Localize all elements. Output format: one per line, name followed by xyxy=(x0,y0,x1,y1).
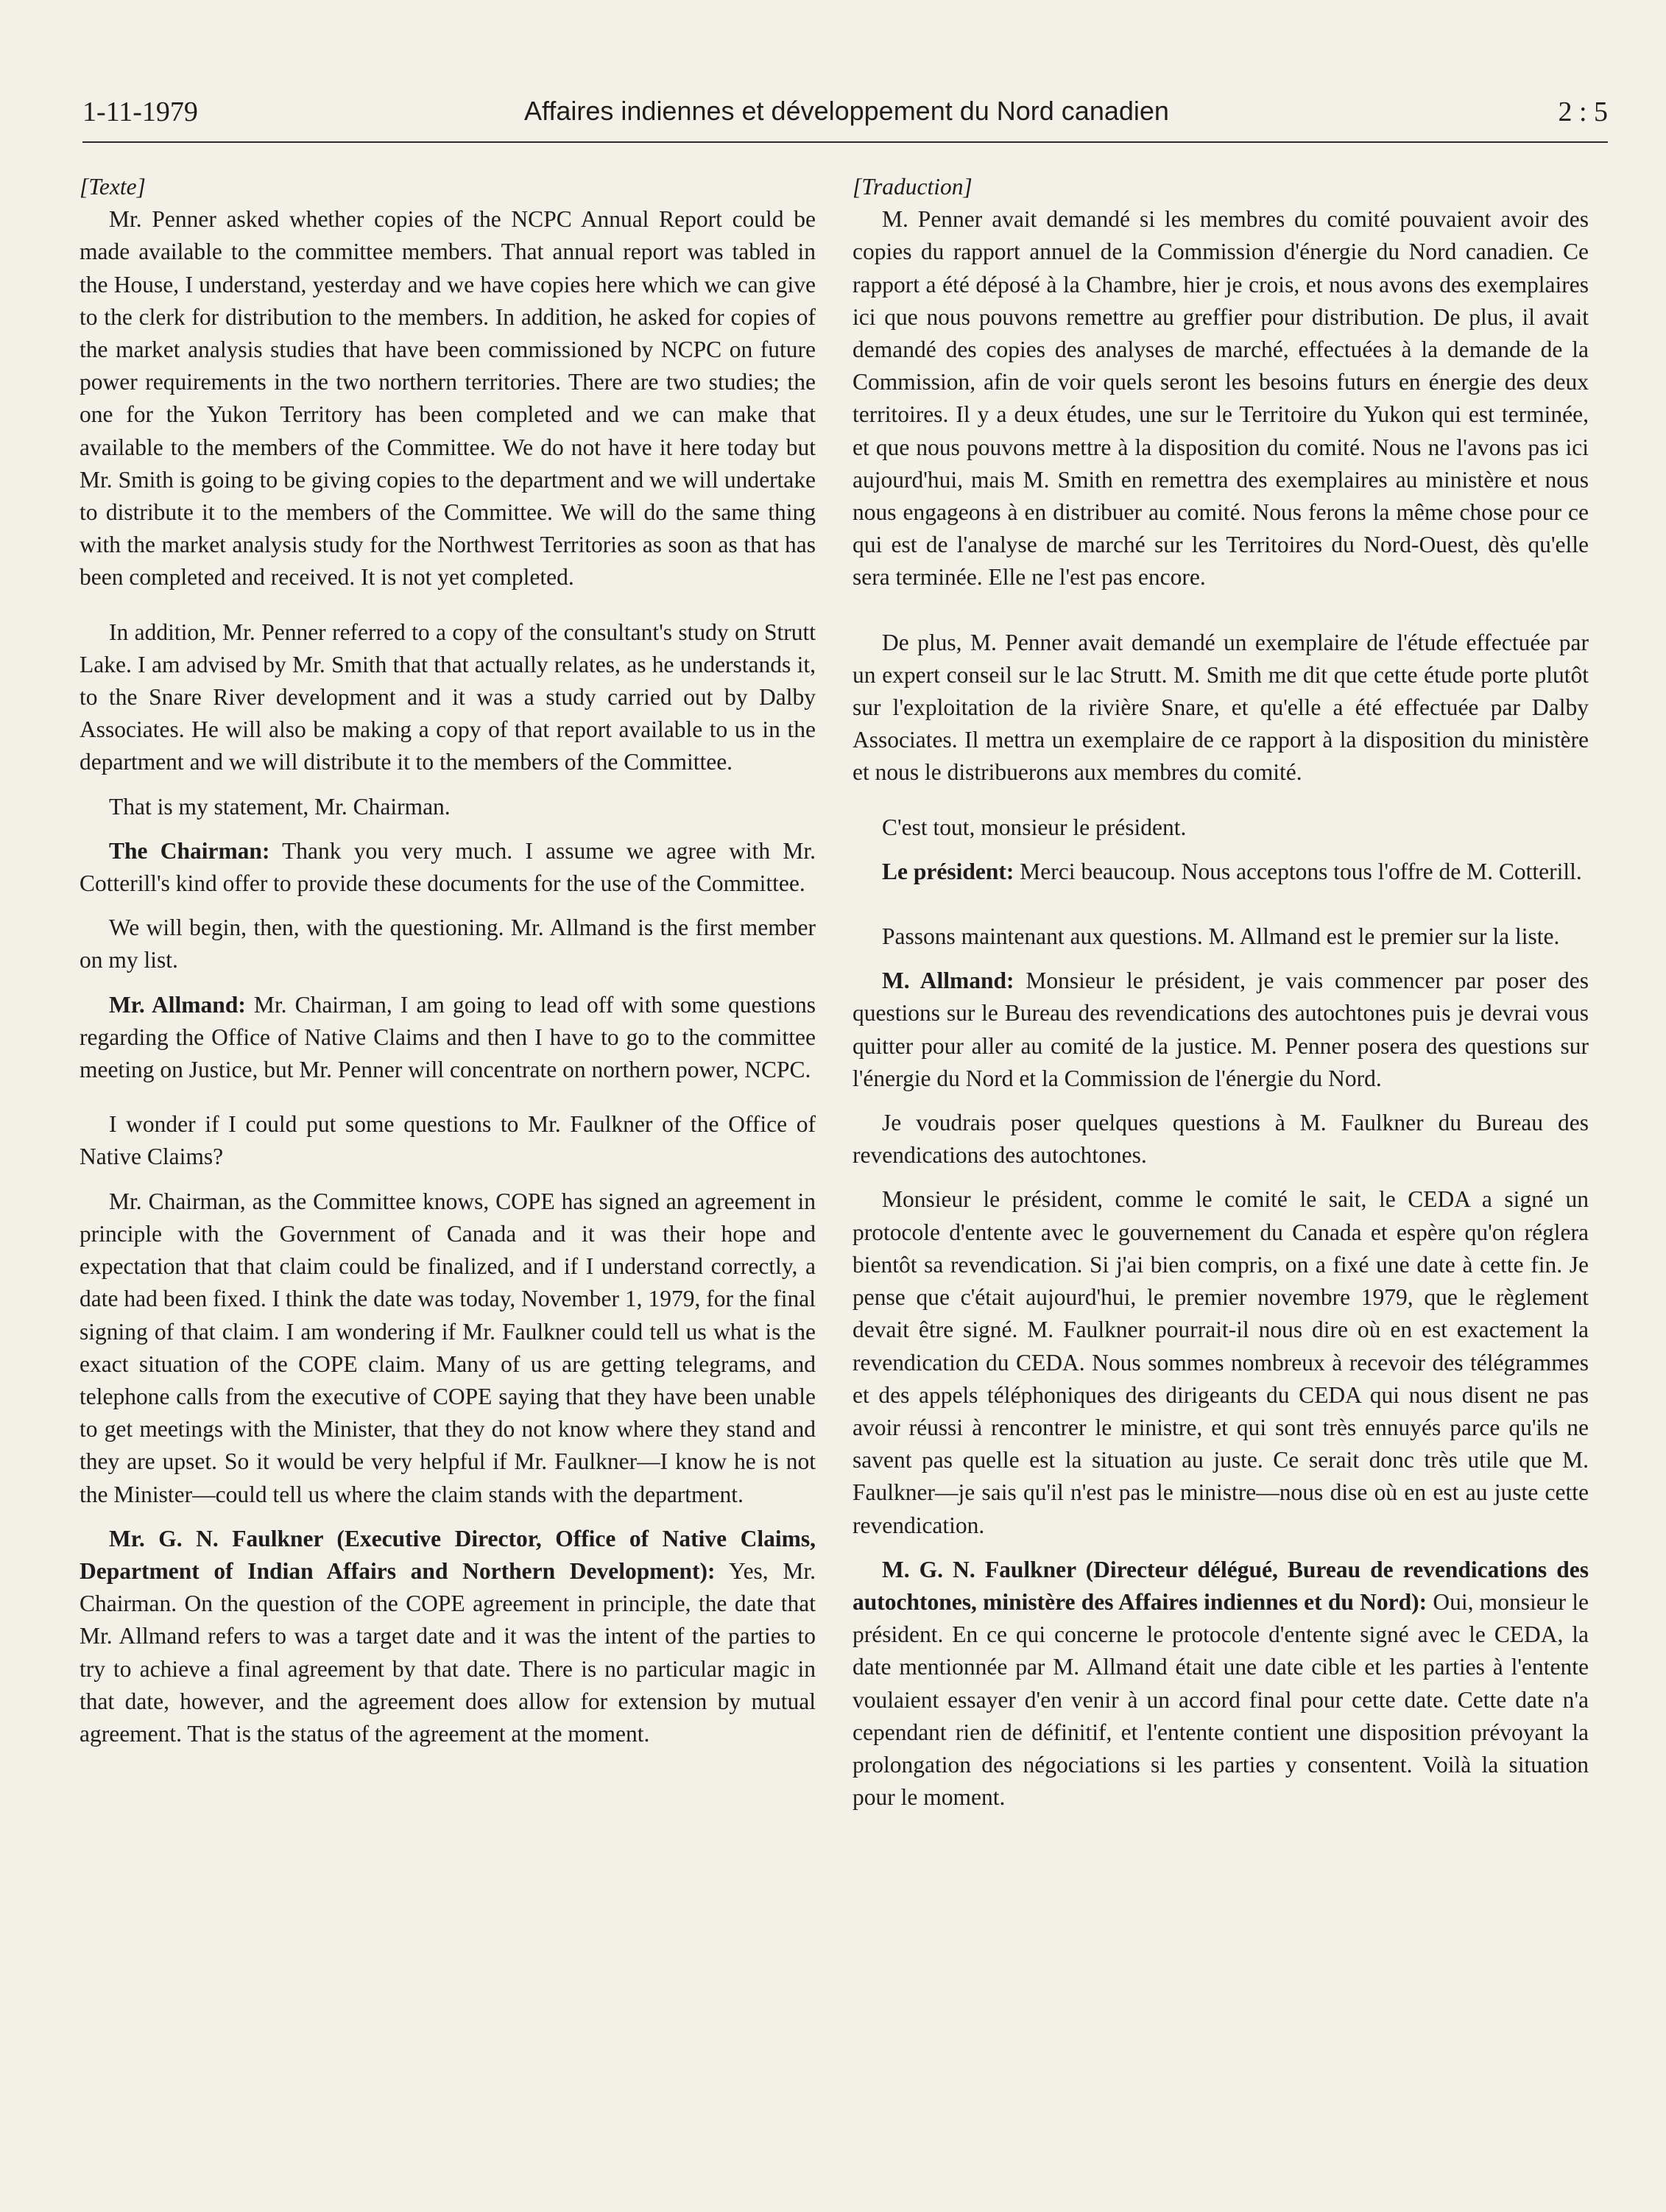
paragraph: I wonder if I could put some questions to Mr. Faulkner of the Office of Native Claims? xyxy=(80,1111,816,1170)
speech: Merci beaucoup. Nous acceptons tous l'offre de M. Cotterill. xyxy=(1014,858,1582,884)
paragraph: Mr. Chairman, as the Committee knows, COPE has signed an agreement in principle with the Government of Canada and it was their hope and expectation that that claim could be finalized, and if I understand correctly, a date had been fixed. I think the date was today, November 1, 1979, for the final signing of that claim. I am wondering if Mr. Faulkner could tell us what is the exact situation of the COPE claim. Many of us are getting telegrams, and telephone calls from the executive of COPE saying that they have been unable to get meetings with the Minister, that they do not know where they stand and they are upset. So it would be very helpful if Mr. Faulkner—I know he is not the Minister—could tell us where the claim stands with the department. xyxy=(80,1188,816,1507)
header-date: 1-11-1979 xyxy=(82,96,198,127)
paragraph: In addition, Mr. Penner referred to a copy of the consultant's study on Strutt Lake. I am advised by Mr. Smith that that actually relates, as he understands it, to the Snare River development and it was a study carried out by Dalby Associates. He will also be making a copy of that report available to us in the department and we will distribute it to the members of the Committee. xyxy=(80,619,816,775)
speech: Mr. Chairman, I am going to lead off with some questions regarding the Office of Native Claims and then I have to go to the committee meeting on Justice, but Mr. Penner will concentrate on northern power, NCPC. xyxy=(80,991,816,1083)
paragraph xyxy=(853,1554,1589,1814)
speech: Thank you very much. I assume we agree with Mr. Cotterill's kind offer to provide these documents for the use of the Committee. xyxy=(80,837,816,897)
text-tag: [Texte] xyxy=(80,174,146,200)
translation-tag: [Traduction] xyxy=(853,174,973,200)
paragraph xyxy=(853,965,1589,1095)
paragraph: De plus, M. Penner avait demandé un exemplaire de l'étude effectuée par un expert conseil sur le lac Strutt. M. Smith me dit que cette étude porte plutôt sur l'exploitation de la rivière Snare, et qu'elle a été effectuée par Dalby Associates. Il mettra un exemplaire de ce rapport à la disposition du ministère et nous le distribuerons aux membres du comité. xyxy=(853,629,1589,786)
header-page-number: 2 : 5 xyxy=(1558,96,1608,127)
paragraph: Monsieur le président, comme le comité le sait, le CEDA a signé un protocole d'entente avec le gouvernement du Canada et espère qu'on réglera bientôt sa revendication. Si j'ai bien compris, on a fixé une date à cette fin. Je pense que c'était aujourd'hui, le premier novembre 1979, que le règlement devait être signé. M. Faulkner pourrait-il nous dire où en est exactement la revendication du CEDA. Nous sommes nombreux à recevoir des télégrammes et des appels téléphoniques des dirigeants du CEDA qui nous disent ne pas avoir réussi à rencontrer le ministre, et qui sont très ennuyés parce qu'ils ne savent pas quelle est la situation au juste. Ce serait donc très utile que M. Faulkner—je sais qu'il n'est pas le ministre—nous dise où en est au juste cette revendication. xyxy=(853,1186,1589,1538)
speaker-name: Mr. Allmand: xyxy=(109,991,246,1018)
page-header xyxy=(82,90,1608,143)
paragraph: Mr. Penner asked whether copies of the NCPC Annual Report could be made available to the committee members. That annual report was tabled in the House, I understand, yesterday and we have copies here which we can give to the clerk for distribution to the members. In addition, he asked for copies of the market analysis studies that have been commissioned by NCPC on future power requirements in the two northern territories. There are two studies; the one for the Yukon Territory has been completed and we can make that available to the members of the Committee. We do not have it here today but Mr. Smith is going to be giving copies to the department and we will undertake to distribute it to the members of the Committee. We will do the same thing with the market analysis study for the Northwest Territories as soon as that has been completed and received. It is not yet completed. xyxy=(80,206,816,591)
paragraph: Je voudrais poser quelques questions à M. Faulkner du Bureau des revendications des autochtones. xyxy=(853,1110,1589,1169)
paragraph xyxy=(80,835,816,900)
paragraph xyxy=(80,1523,816,1750)
paragraph: C'est tout, monsieur le président. xyxy=(882,814,1187,840)
paragraph: We will begin, then, with the questioning. Mr. Allmand is the first member on my list. xyxy=(80,915,816,973)
paragraph xyxy=(853,856,1589,888)
speech: Monsieur le président, je vais commencer par poser des questions sur le Bureau des revendications des autochtones puis je devrai vous quitter pour aller au comité de la justice. M. Penner posera des questions sur l'énergie du Nord et la Commission de l'énergie du Nord. xyxy=(853,968,1589,1091)
speaker-name: Mr. G. N. Faulkner (Executive Director, Office of Native Claims, Department of Indian Affairs and Northern Development): xyxy=(80,1525,816,1584)
speaker-name: Le président: xyxy=(882,858,1014,884)
speaker-name: M. G. N. Faulkner (Directeur délégué, Bureau de revendications des autochtones, ministère des Affaires indiennes et du Nord): xyxy=(853,1556,1589,1615)
french-column xyxy=(853,171,1589,1825)
paragraph: That is my statement, Mr. Chairman. xyxy=(109,793,451,820)
speaker-name: The Chairman: xyxy=(109,837,270,864)
header-title: Affaires indiennes et développement du Nord canadien xyxy=(524,96,1169,126)
paragraph: Passons maintenant aux questions. M. Allmand est le premier sur la liste. xyxy=(882,923,1560,950)
paragraph: M. Penner avait demandé si les membres du comité pouvaient avoir des copies du rapport annuel de la Commission d'énergie du Nord canadien. Ce rapport a été déposé à la Chambre, hier je crois, et nous avons des exemplaires ici que nous pouvons remettre au greffier pour distribution. De plus, il avait demandé des copies des analyses de marché, effectuées à la demande de la Commission, afin de voir quels seront les besoins futurs en énergie des deux territoires. Il y a deux études, une sur le Territoire du Yukon qui est terminée, et que nous pouvons mettre à la disposition du comité. Nous ne l'avons pas ici aujourd'hui, mais M. Smith en remettra des exemplaires au ministère et nous nous engageons à en distribuer au comité. Nous ferons la même chose pour ce qui est de l'analyse de marché sur les Territoires du Nord-Ouest, dès qu'elle sera terminée. Elle ne l'est pas encore. xyxy=(853,206,1589,591)
speech: Yes, Mr. Chairman. On the question of the COPE agreement in principle, the date that Mr. Allmand refers to was a target date and it was the intent of the parties to try to achieve a final agreement by that date. There is no particular magic in that date, however, and the agreement does allow for extension by mutual agreement. That is the status of the agreement at the moment. xyxy=(80,1557,816,1747)
paragraph xyxy=(80,989,816,1087)
english-column xyxy=(80,171,816,1762)
speaker-name: M. Allmand: xyxy=(882,968,1014,994)
speech: Oui, monsieur le président. En ce qui concerne le protocole d'entente signé avec le CEDA, la date mentionnée par M. Allmand était une date cible et les parties à l'entente voulaient essayer d'en venir à un accord final pour cette date. Cette date n'a cependant rien de définitif, et l'entente contient une disposition prévoyant la prolongation des négociations si les parties y consentent. Voilà la situation pour le moment. xyxy=(853,1588,1589,1811)
